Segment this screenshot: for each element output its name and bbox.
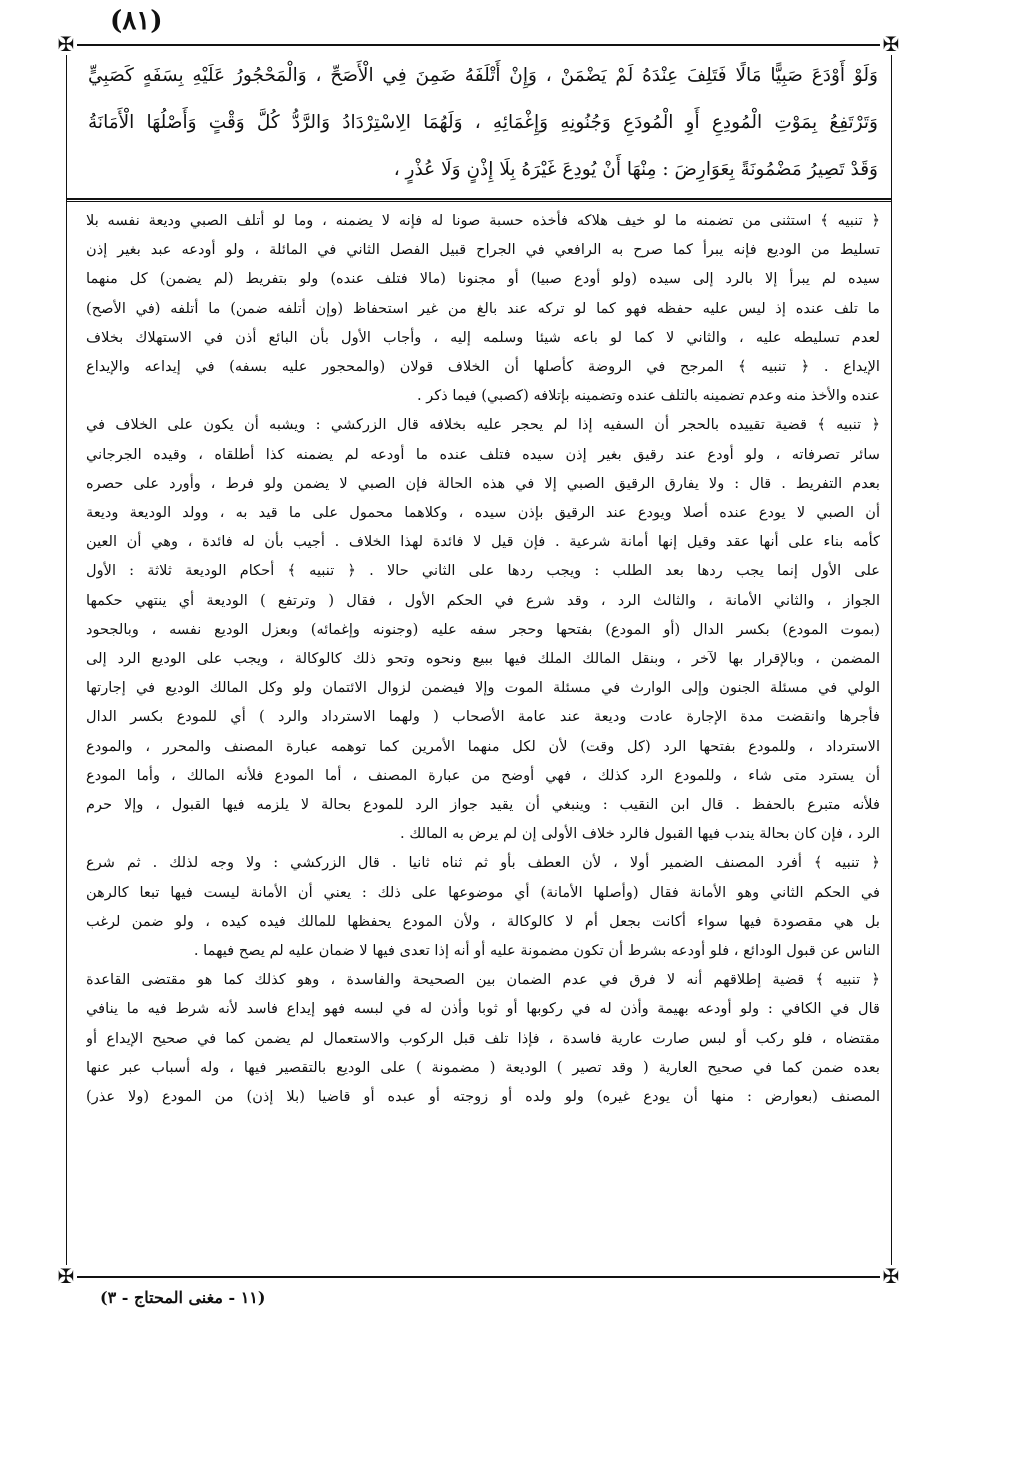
sharh-line: قال في الكافي : ولو أودعه بهيمة وأذن له في ركوبها أو ثوبا وأذن له في لبسه فهو إيداع فاسد لأنه شرط فيه ما ينافي: [86, 1000, 880, 1018]
top-rule: [66, 44, 892, 46]
separator-rule: [66, 198, 892, 200]
sharh-line: (بموت المودع) بكسر الدال (أو المودع) بفتحها وحجر سفه عليه (وجنونه وإغمائه) وبعزل الوديع نفسه ، وبالجحود: [86, 620, 880, 638]
sharh-line: سائر تصرفاته ، ولو أودع عند رقيق بغير إذن سيده فتلف عنده ما أودعه لم يضمنه كذا أطلقاه ، وقيده الجرجاني: [86, 445, 880, 463]
sharh-line: تسليط من الوديع فإنه يبرأ كما صرح به الرافعي في الجراح قبيل الفصل الثاني في المائلة ، ولو أودعه عبد بغير إذن: [86, 241, 880, 259]
sharh-line: ما تلف عنده إذ ليس عليه حفظه فهو كما لو تركه عند بالغ من غير استحفاظ (وإن أتلفه ضمن) ما أتلفه (في الأصح): [86, 299, 880, 317]
sharh-line: الاسترداد ، وللمودع بفتحها الرد (كل وقت) لأن لكل منهما الأمرين كما توهمه عبارة المصنف والمحرر ، والمودع: [86, 737, 880, 755]
sharh-line: الناس عن قبول الودائع ، فلو أودعه بشرط أن تكون مضمونة عليه أو أنه إذا تعدى فيها لا ضمان عليه لم يصح فيهما .: [193, 942, 880, 960]
ornament-flower-icon: ✠: [880, 33, 902, 55]
sharh-line: بعدم التفريط . قال : ولا يفارق الرقيق الصبي إلا في هذه الحالة فإن الصبي لا يضمن ولو فرط ، وأورد على حصره: [86, 474, 880, 492]
sharh-line: المضمن ، وبالإقرار بها لآخر ، وبنقل المالك الملك فيها ببيع ونحوه وتحو ذلك كالوكالة ، ويجب على الوديع الرد إلى: [86, 650, 880, 668]
sharh-line: أن الصبي لا يودع عنده أصلا ويودع عند الرقيق بإذن سيده ، وكلاهما محمول على ما قيد به ، وولد الوديعة وديعة: [86, 504, 880, 522]
bottom-rule: [66, 1276, 892, 1278]
sharh-line: فلأنه متبرع بالحفظ . قال ابن النقيب : وينبغي أن يقيد جواز الرد للمودع بحالة لا يلزمه فيها القبول ، وإلا حرم: [86, 796, 880, 814]
sharh-line: لعدم تسليطه عليه ، والثاني لا كما لو باعه شيئا وسلمه إليه ، وأجاب الأول بأن البائع أذن في الاستهلاك بخلاف: [86, 328, 880, 346]
ornament-flower-icon: ✠: [55, 1265, 77, 1287]
matn-line: وَتَرْتَفِعُ بِمَوْتِ الْمُودِعِ أَوِ الْمُودَعِ وَجُنُونِهِ وَإِغْمَائِهِ ، وَلَهُمَا الِاسْتِرْدَادُ وَالرَّدُّ كُلَّ وَقْتٍ وَأَصْلُهَا الْأَمَانَةُ: [88, 112, 878, 133]
ornament-flower-icon: ✠: [880, 1265, 902, 1287]
sharh-line: بل هي مقصودة فيها سواء أكانت بجعل أم لا كالوكالة ، ولأن المودع يحفظها للمالك فيده كيده ، ولو ضمن لرغب: [86, 912, 880, 930]
separator-rule-inner: [66, 201, 892, 202]
sharh-line: في الحكم الثاني وهو الأمانة فقال (وأصلها الأمانة) أي موضوعها على ذلك : يعني أن الأمانة ليست فيها تبعا كالرهن: [86, 883, 880, 901]
printer-signature: (١١ - مغنى المحتاج - ٣): [100, 1288, 266, 1307]
sharh-line: الولي في مسئلة الجنون وإلى الوارث في مسئلة الموت وإلا فيضمن لزوال الائتمان ولو وكل المالك الوديع في إجارتها: [86, 679, 880, 697]
ornament-flower-icon: ✠: [55, 33, 77, 55]
matn-text: [88, 52, 878, 193]
sharh-line: أن يسترد متى شاء ، وللمودع الرد كذلك ، فهي أوضح من عبارة المصنف ، أما المودع فلأنه المالك ، وأما المودع: [86, 766, 880, 784]
sharh-line: ﴿ تنبيه ﴾ استثنى من تضمنه ما لو خيف هلاكه فأخذه حسبة صونا له فإنه لا يضمنه ، وما لو أتلف الصبي وديعة نفسه بلا: [86, 212, 880, 229]
sharh-line: بعده ضمن كما في صحيح العارية ( وقد تصير ) الوديعة ( مضمونة ) على الوديع بالتقصير فيها ، وله أسباب عبر عنها: [86, 1058, 880, 1076]
sharh-line: ﴿ تنبيه ﴾ أفرد المصنف الضمير أولا ، لأن العطف بأو ثم ثناه ثانيا . قال الزركشي : ولا وجه لذلك . ثم شرع: [86, 854, 880, 872]
sharh-commentary: [86, 206, 880, 1111]
sharh-line: الإيداع . ﴿ تنبيه ﴾ المرجح في الروضة كأصلها أن الخلاف قولان (والمحجور عليه بسفه) في إيداعه والإيداع: [86, 358, 880, 376]
sharh-line: الرد ، فإن كان بحالة يندب فيها القبول فالرد خلاف الأولى إن لم يرض به المالك .: [400, 825, 880, 843]
sharh-line: المصنف (بعوارض : منها أن يودع غيره) ولو ولده أو زوجته أو عبده أو قاضيا (بلا إذن) من المودع (ولا عذر): [86, 1088, 880, 1106]
sharh-line: عنده والأخذ منه وعدم تضمينه بالتلف عنده وتضمينه بإتلافه (كصبي) فيما ذكر .: [416, 387, 880, 405]
page-number: (٨١): [110, 6, 163, 36]
sharh-line: سيده لم يبرأ إلا بالرد إلى سيده (ولو أودع صبيا) أو مجنونا (مالا فتلف عنده) ولو بتفريط (لم يضمن) كل منهما: [86, 270, 880, 288]
sharh-line: فأجرها وانقضت مدة الإجارة عادت وديعة عند عامة الأصحاب ( ولهما الاسترداد والرد ) أي للمودع بكسر الدال: [86, 708, 880, 726]
sharh-line: كأمه بناء على أنها عقد وقيل إنها أمانة شرعية . فإن قيل لا فائدة لهذا الخلاف . أجيب بأن له فائدة ، وهي أن العين: [86, 533, 880, 551]
sharh-line: الجواز ، والثاني الأمانة ، والثالث الرد ، وقد شرع في الحكم الأول ، فقال ( وترتفع ) الوديعة أي ينتهي حكمها: [86, 591, 880, 609]
sharh-line: ﴿ تنبيه ﴾ قضية إطلاقهم أنه لا فرق في عدم الضمان بين الصحيحة والفاسدة ، وهو كذلك كما هو مقتضى القاعدة: [86, 971, 880, 989]
sharh-line: على الأول إنما يجب ردها بعد الطلب : ويجب ردها على الثاني حالا . ﴿ تنبيه ﴾ أحكام الوديعة ثلاثة : الأول: [86, 562, 880, 580]
matn-line: وَقَدْ تَصِيرُ مَضْمُونَةً بِعَوَارِضَ : مِنْهَا أَنْ يُودِعَ غَيْرَهُ بِلَا إِذْنٍ وَلَا عُذْرٍ ،: [393, 159, 878, 180]
matn-line: وَلَوْ أَوْدَعَ صَبِيًّا مَالًا فَتَلِفَ عِنْدَهُ لَمْ يَضْمَنْ ، وَإِنْ أَتْلَفَهُ ضَمِنَ فِي الْأَصَحِّ ، وَالْمَحْجُورُ عَلَيْهِ بِسَفَهٍ كَصَبِيٍّ: [88, 65, 878, 86]
sharh-line: ﴿ تنبيه ﴾ قضية تقييده بالحجر أن السفيه إذا لم يحجر عليه بخلافه قال الزركشي : ويشبه أن يكون على الخلاف في: [86, 416, 880, 434]
sharh-line: مقتضاه ، فلو ركب أو لبس صارت عارية فاسدة ، فإذا تلف قبل الركوب والاستعمال لم يضمن كما في صحيح الإيداع أو: [86, 1029, 880, 1047]
